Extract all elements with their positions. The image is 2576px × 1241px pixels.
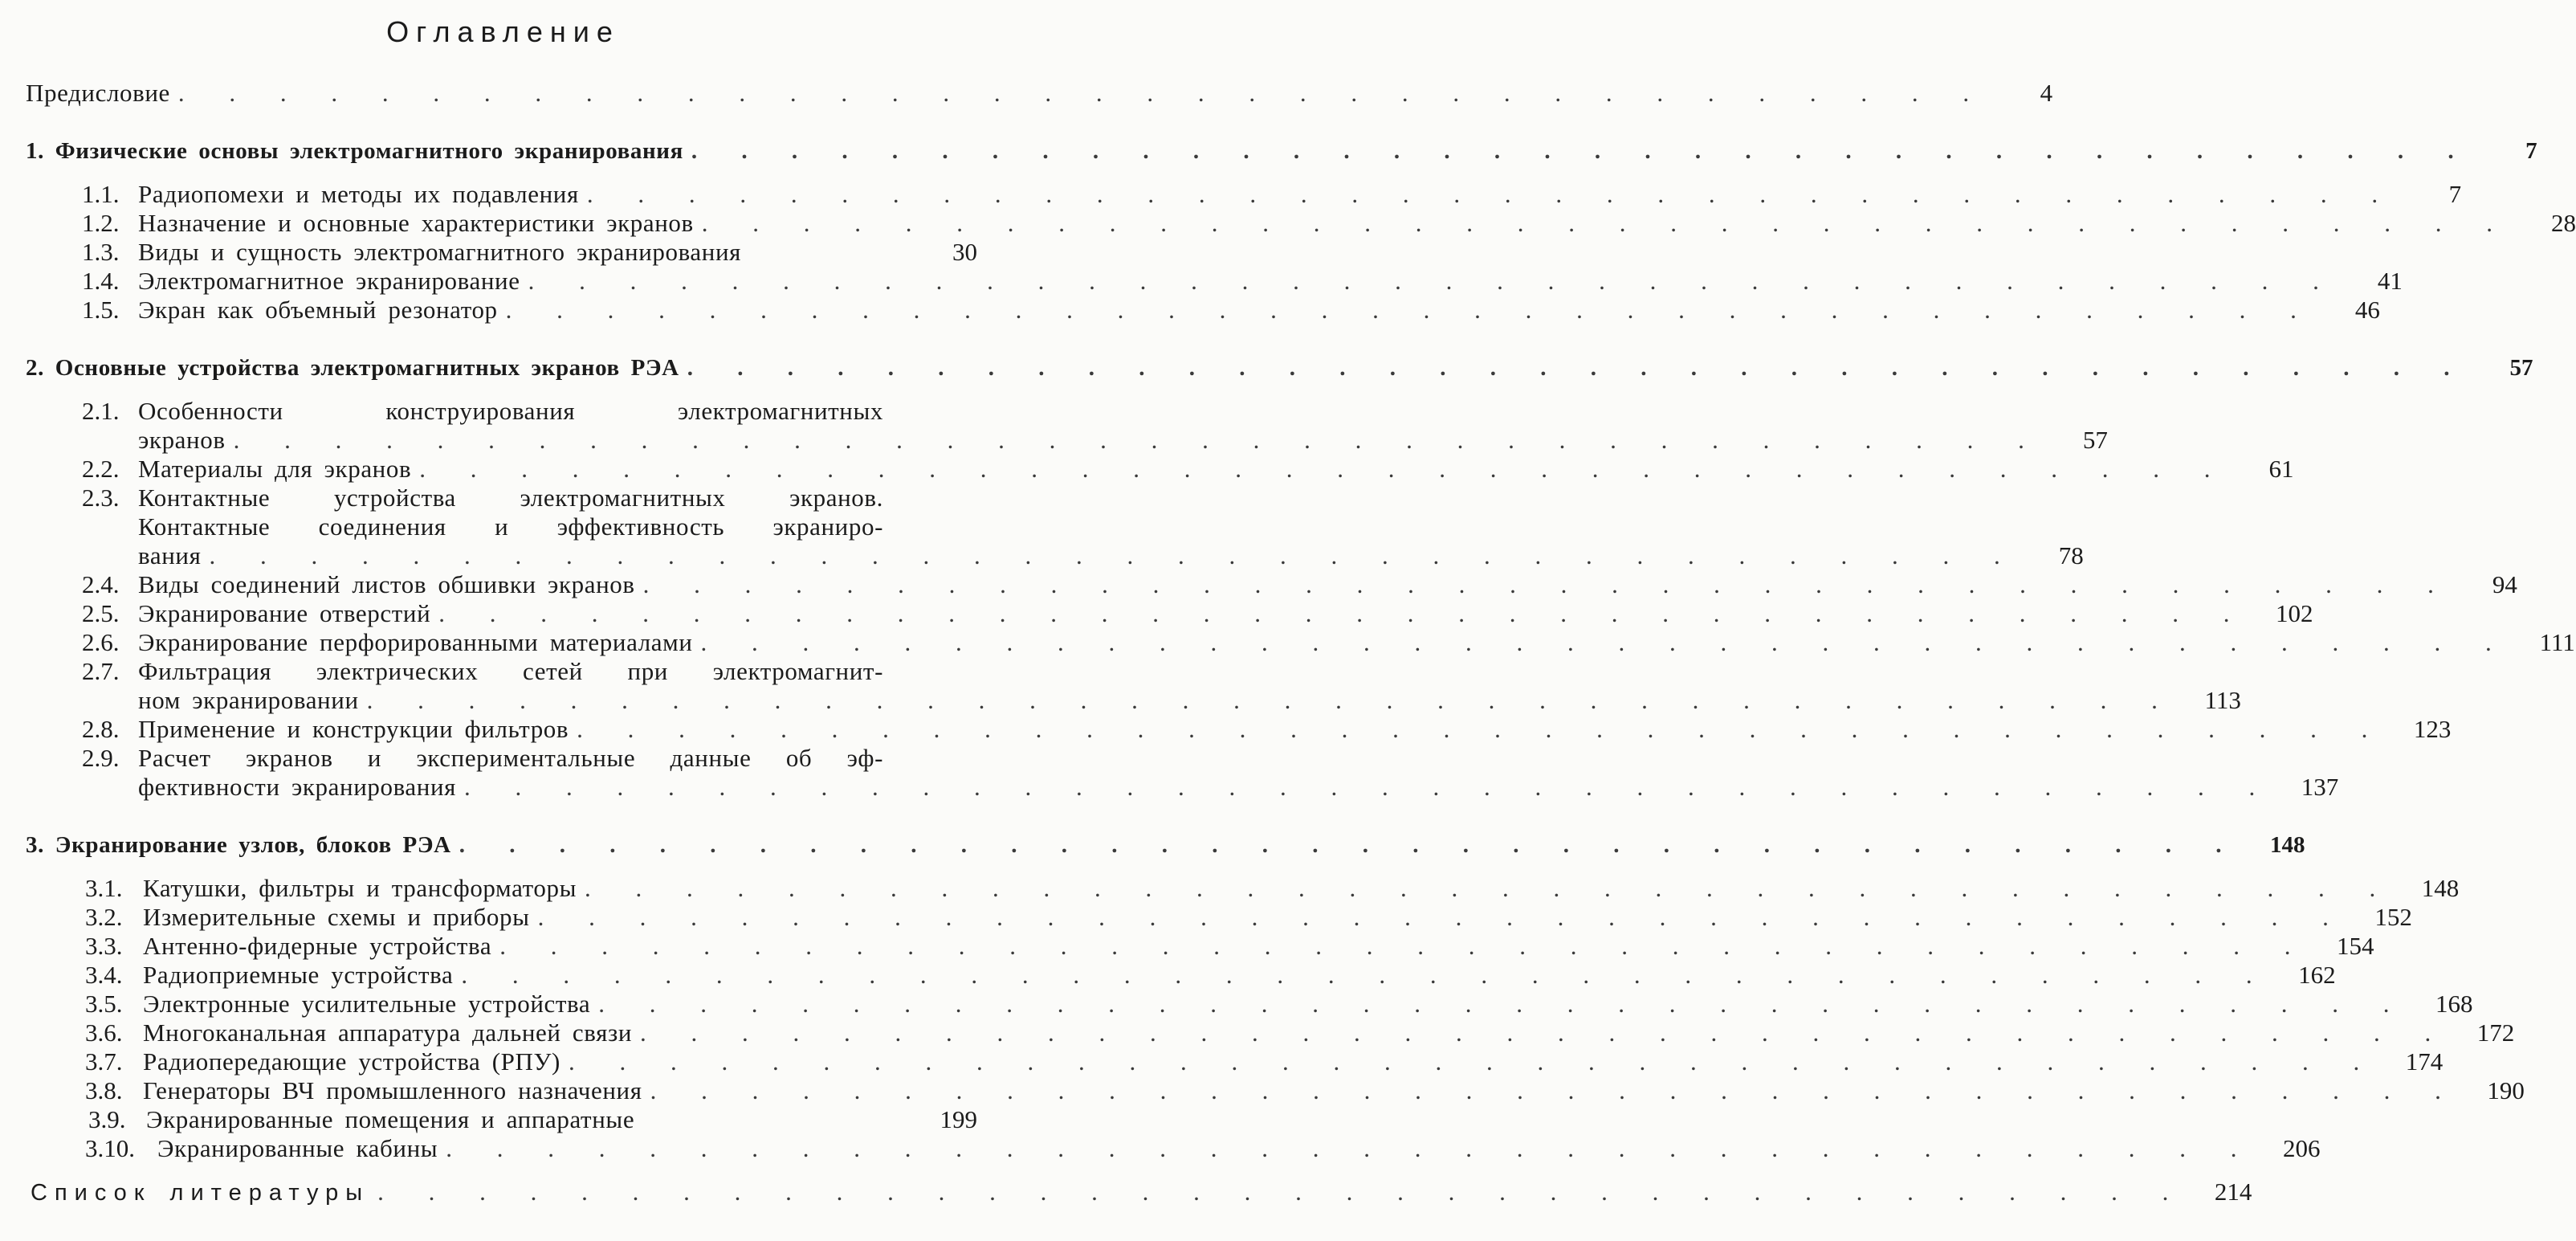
page-number: 206 [2282, 1134, 2321, 1162]
entry-title: Экранированные кабины [157, 1134, 438, 1162]
dot-leader: . . . . . . . . . . . . . . . . . . . . . . . . . . . . . . . . . . . . [459, 832, 2241, 858]
entry-title: Измерительные схемы и приборы [143, 903, 530, 931]
page-number: 172 [2476, 1019, 2515, 1047]
toc-entry [85, 1047, 2444, 1076]
entry-number: 1.2. [82, 209, 120, 237]
toc-entry [88, 1105, 977, 1134]
dot-leader: . . . . . . . . . . . . . . . . . . . . . . . . . . . . . . . . . . . . [505, 296, 2316, 324]
page-number: 78 [2058, 541, 2084, 569]
entry-number: 2.3. [82, 484, 120, 512]
page-number: 152 [2374, 903, 2412, 931]
page-title: Оглавление [386, 15, 620, 48]
toc-entry [85, 874, 2460, 903]
dot-leader: . . . . . . . . . . . . . . . . . . . . . . . . . . . . . . . . . . . . [366, 686, 2177, 714]
entry-number: 3.1. [85, 874, 123, 902]
toc-entry [82, 599, 2313, 628]
page-number: 28 [2551, 209, 2576, 237]
entry-number: 1.3. [82, 238, 120, 266]
toc-entry-continuation [138, 541, 2084, 570]
dot-leader: . . . . . . . . . . . . . . . . . . . . . . . . . . . . . . . . . . . . [209, 541, 2020, 569]
entry-title: Электронные усилительные устройства [143, 990, 591, 1018]
entry-number: 3.8. [85, 1076, 123, 1104]
toc-entry-continuation [138, 773, 2339, 802]
page-number: 199 [940, 1105, 977, 1133]
chapter-title: 3. Экранирование узлов, блоков РЭА [26, 832, 451, 858]
entry-title-continuation: Контактные соединения и эффективность экраниро- [138, 512, 883, 541]
dot-leader: . . . . . . . . . . . . . . . . . . . . . . . . . . . . . . . . . . . . [233, 426, 2044, 454]
toc-chapter-3 [26, 831, 2305, 859]
page-number: 123 [2413, 715, 2452, 743]
toc-entry [82, 209, 2576, 238]
dot-leader: . . . . . . . . . . . . . . . . . . . . . . . . . . . . . . . . . . . . [687, 355, 2469, 381]
dot-leader: . . . . . . . . . . . . . . . . . . . . . . . . . . . . . . . . . . . . [377, 1178, 2188, 1206]
entry-title: Особенности конструирования электромагнитных [138, 397, 883, 425]
toc-entry [85, 1019, 2515, 1047]
page-number: 94 [2492, 570, 2517, 598]
toc-entry [82, 397, 977, 426]
dot-leader: . . . . . . . . . . . . . . . . . . . . . . . . . . . . . . . . . . . . [499, 932, 2310, 960]
toc-entry-continuation [138, 426, 2108, 455]
entry-number: 2.2. [82, 455, 120, 483]
entry-number: 3.10. [85, 1134, 135, 1162]
toc-entry [85, 903, 2412, 932]
entry-number: 3.6. [85, 1019, 123, 1047]
entry-title: Экранирование перфорированными материалами [138, 628, 693, 656]
entry-title: Виды и сущность электромагнитного экранирования [138, 238, 742, 266]
page-number: 57 [2082, 426, 2108, 454]
toc-entry [85, 990, 2473, 1019]
toc-chapter-1 [26, 137, 2537, 165]
page-number: 190 [2487, 1076, 2525, 1104]
entry-title: Генераторы ВЧ промышленного назначения [143, 1076, 642, 1104]
toc-entry [85, 1134, 2321, 1163]
entry-title: Электромагнитное экранирование [138, 267, 520, 295]
entry-number: 2.8. [82, 715, 120, 743]
dot-leader: . . . . . . . . . . . . . . . . . . . . . . . . . . . . . . . . . . . . [461, 961, 2272, 989]
page-number: 57 [2509, 355, 2533, 381]
page-number: 30 [952, 238, 977, 266]
entry-number: 3.2. [85, 903, 123, 931]
dot-leader: . . . . . . . . . . . . . . . . . . . . . . . . . . . . . . . . . . . . [598, 990, 2409, 1018]
dot-leader: . . . . . . . . . . . . . . . . . . . . . . . . . . . . . . . . . . . . [568, 1047, 2379, 1076]
toc-entry [82, 267, 2403, 296]
dot-leader: . . . . . . . . . . . . . . . . . . . . . . . . . . . . . . . . . . . . [177, 79, 1989, 107]
toc-entry [82, 570, 2517, 599]
entry-number: 1.4. [82, 267, 120, 295]
toc-entry-continuation [138, 686, 2241, 715]
entry-number: 3.4. [85, 961, 123, 989]
entry-title: Экранирование отверстий [138, 599, 431, 627]
entry-number: 3.5. [85, 990, 123, 1018]
entry-title: Катушки, фильтры и трансформаторы [143, 874, 577, 902]
entry-title-continuation: вания [138, 541, 202, 569]
entry-title: Антенно-фидерные устройства [143, 932, 492, 960]
entry-title: Радиоприемные устройства [143, 961, 454, 989]
dot-leader: . . . . . . . . . . . . . . . . . . . . . . . . . . . . . . . . . . . . [701, 209, 2513, 237]
dot-leader: . . . . . . . . . . . . . . . . . . . . . . . . . . . . . . . . . . . . [438, 599, 2249, 627]
toc-entry [82, 744, 977, 773]
dot-leader: . . . . . . . . . . . . . . . . . . . . . . . . . . . . . . . . . . . . [585, 874, 2395, 902]
entry-title-continuation: экранов [138, 426, 226, 454]
entry-title: Радиопередающие устройства (РПУ) [143, 1047, 560, 1076]
entry-title: Применение и конструкции фильтров [138, 715, 569, 743]
toc-entry [82, 657, 977, 686]
entry-title-continuation: ном экранировании [138, 686, 359, 714]
entry-title: Экранированные помещения и аппаратные [146, 1105, 635, 1133]
entry-title: Многоканальная аппаратура дальней связи [143, 1019, 633, 1047]
entry-number: 2.5. [82, 599, 120, 627]
page-number: 148 [2421, 874, 2460, 902]
page-number: 102 [2276, 599, 2313, 627]
toc-entry [82, 628, 2575, 657]
page-number: 7 [2525, 138, 2537, 164]
entry-number: 2.6. [82, 628, 120, 656]
entry-title: Контактные устройства электромагнитных экранов. [138, 484, 883, 512]
dot-leader: . . . . . . . . . . . . . . . . . . . . . . . . . . . . . . . . . . . . [419, 455, 2230, 483]
toc-entry [82, 180, 2462, 209]
toc-entry-preface [26, 79, 2053, 108]
toc-entry-continuation [138, 512, 977, 541]
chapter-title: 2. Основные устройства электромагнитных экранов РЭА [26, 355, 679, 381]
dot-leader: . . . . . . . . . . . . . . . . . . . . . . . . . . . . . . . . . . . . [464, 773, 2275, 801]
dot-leader: . . . . . . . . . . . . . . . . . . . . . . . . . . . . . . . . . . . . [691, 138, 2473, 164]
entry-title: Виды соединений листов обшивки экранов [138, 570, 635, 598]
entry-number: 2.9. [82, 744, 120, 772]
dot-leader: . . . . . . . . . . . . . . . . . . . . . . . . . . . . . . . . . . . . [642, 570, 2453, 598]
toc-entry-references [31, 1178, 2252, 1207]
page-number: 61 [2268, 455, 2294, 483]
toc-entry [82, 238, 977, 267]
entry-number: 3.7. [85, 1047, 123, 1076]
entry-number: 1.1. [82, 180, 120, 208]
entry-title-continuation: фективности экранирования [138, 773, 457, 801]
page-number: 46 [2354, 296, 2380, 324]
entry-title: Материалы для экранов [138, 455, 412, 483]
entry-title: Предисловие [26, 79, 170, 107]
page-number: 113 [2204, 686, 2241, 714]
toc-chapter-2 [26, 353, 2533, 382]
dot-leader: . . . . . . . . . . . . . . . . . . . . . . . . . . . . . . . . . . . . [640, 1019, 2451, 1047]
entry-title: Экран как объемный резонатор [138, 296, 498, 324]
entry-number: 2.7. [82, 657, 120, 685]
page-number: 174 [2405, 1047, 2444, 1076]
entry-title: Фильтрация электрических сетей при электромагнит- [138, 657, 883, 685]
page-number: 137 [2301, 773, 2339, 801]
page-number: 214 [2214, 1178, 2252, 1206]
page-number: 148 [2269, 832, 2305, 858]
entry-number: 3.3. [85, 932, 123, 960]
dot-leader: . . . . . . . . . . . . . . . . . . . . . . . . . . . . . . . . . . . . [577, 715, 2387, 743]
toc-entry [82, 715, 2452, 744]
chapter-title: 1. Физические основы электромагнитного экранирования [26, 138, 683, 164]
page-number: 41 [2377, 267, 2403, 295]
dot-leader: . . . . . . . . . . . . . . . . . . . . . . . . . . . . . . . . . . . . [650, 1076, 2460, 1104]
entry-title: Назначение и основные характеристики экранов [138, 209, 694, 237]
toc-entry [85, 961, 2336, 990]
toc-entry [85, 1076, 2525, 1105]
page-number: 168 [2435, 990, 2473, 1018]
entry-number: 3.9. [88, 1105, 126, 1133]
page-number: 4 [2040, 79, 2053, 107]
entry-title: Расчет экранов и экспериментальные данные об эф- [138, 744, 883, 772]
entry-title: Радиопомехи и методы их подавления [138, 180, 579, 208]
dot-leader: . . . . . . . . . . . . . . . . . . . . . . . . . . . . . . . . . . . . [446, 1134, 2256, 1162]
page-number: 162 [2298, 961, 2336, 989]
entry-title: Список литературы [31, 1180, 370, 1206]
page-number: 7 [2448, 180, 2462, 208]
toc-entry [82, 484, 977, 512]
entry-number: 1.5. [82, 296, 120, 324]
dot-leader: . . . . . . . . . . . . . . . . . . . . . . . . . . . . . . . . . . . . [528, 267, 2338, 295]
toc-entry [85, 932, 2374, 961]
entry-number: 2.1. [82, 397, 120, 425]
dot-leader: . . . . . . . . . . . . . . . . . . . . . . . . . . . . . . . . . . . . [700, 628, 2511, 656]
dot-leader: . . . . . . . . . . . . . . . . . . . . . . . . . . . . . . . . . . . . [586, 180, 2398, 208]
page-number: 111 [2539, 628, 2575, 656]
toc-entry [82, 296, 2380, 325]
dot-leader: . . . . . . . . . . . . . . . . . . . . . . . . . . . . . . . . . . . . [537, 903, 2348, 931]
page-number: 154 [2336, 932, 2374, 960]
entry-number: 2.4. [82, 570, 120, 598]
toc-entry [82, 455, 2294, 484]
